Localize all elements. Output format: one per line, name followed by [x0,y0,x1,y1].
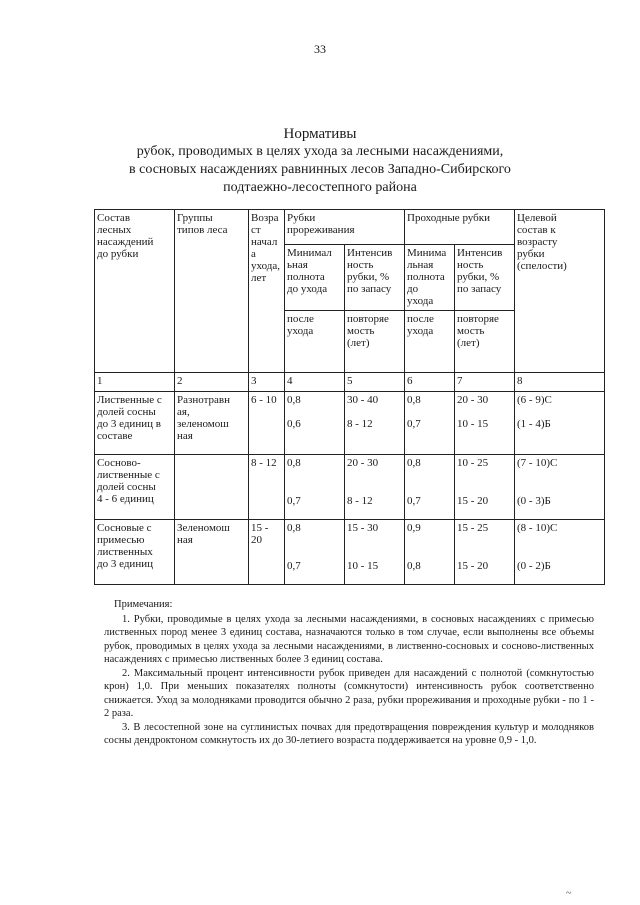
header-passing: Проходные рубки [405,210,515,245]
cell-line: до 3 единиц в [97,418,161,430]
column-number-cell: 2 [175,373,249,392]
header-line: рубки [517,248,545,260]
cell-value: 0,8 [287,394,301,406]
header-line: лет [251,272,267,284]
cell-value: (1 - 4)Б [517,418,551,430]
header-row-1 [95,210,605,245]
title-line-1: Нормативы [283,126,357,142]
cell-pass-min [405,455,455,520]
cell-value: 15 - 30 [347,522,379,534]
header-composition [95,210,175,373]
cell-value: (6 - 9)С [517,394,552,406]
cell-composition [95,392,175,455]
header-line: ьная [287,259,308,272]
column-number-cell: 8 [515,373,605,392]
cell-thin-min [285,392,345,455]
cell-line: долей сосны [97,481,156,493]
header-after-pass [405,311,455,373]
title-line-3: в сосновых насаждениях равнинных лесов Западно-Сибирского [129,162,511,177]
cell-value: 0,7 [287,560,301,572]
header-line: мость [347,325,375,338]
cell-thin-int [345,520,405,585]
cell-line: Лиственные с [97,394,162,406]
cell-pass-int [455,455,515,520]
title-line-2: рубок, проводимых в целях ухода за лесными насаждениями, [136,144,504,159]
header-line: ухода [407,295,434,308]
header-line: Целевой [517,212,557,224]
cell-line: Сосновые с [97,522,152,534]
header-line: ность [347,259,374,272]
cell-value: 0,9 [407,522,421,534]
cell-line: Разнотравн [177,394,230,406]
cell-value: 8 - 12 [347,495,373,507]
cell-line: Зеленомош [177,522,230,534]
header-line: рубки, % [457,271,500,284]
note-2: 2. Максимальный процент интенсивности рубок приведен для насаждений с полнотой (сомкнутостью крон) 1,0. При меньших показателях полноты (сомкнутости) интенсивность рубок соответственно снижается. Уход за молодняками проводится обычно 2 раза, рубки прореживания и проходные рубки - по 1 - 2 раза. [104,667,594,719]
page-number: 33 [314,42,326,56]
cell-forest-types [175,520,249,585]
cell-line: 6 - 10 [251,394,277,406]
cell-value: 0,8 [407,394,421,406]
cell-line: 4 - 6 единиц [97,493,154,505]
cell-thin-int [345,455,405,520]
cell-composition [95,520,175,585]
notes-section [104,598,594,748]
note-1: 1. Рубки, проводимые в целях ухода за лесными насаждениями, в сосновых насаждениях с примесью лиственных пород менее 3 единиц состава, назначаются только в том случае, если выполнены все объемы рубок, проводимых в целях ухода за лесными насаждениями, в лиственно-сосновых и сосново-лиственных насаждениях с примесью лиственных более 3 единиц состава. [104,613,594,665]
cell-value: 10 - 25 [457,457,489,469]
cell-line: до 3 единиц [97,558,153,570]
table-row [95,392,605,455]
corner-mark: ~ [566,888,572,899]
header-line: после [287,313,314,326]
table-row [95,520,605,585]
cell-pass-min [405,392,455,455]
header-line: Минимал [287,247,332,260]
header-line: Рубки [287,212,316,224]
cell-value: 20 - 30 [457,394,489,406]
cell-line: ная [177,430,193,442]
cell-line: 15 - [251,522,269,534]
header-target [515,210,605,373]
cell-line: лиственных [97,546,153,558]
header-line: по запасу [347,283,392,296]
header-line: ст [251,224,261,236]
header-line: насаждений [97,236,154,248]
cell-forest-types [175,455,249,520]
cell-value: 15 - 20 [457,560,489,572]
cell-line: 20 [251,534,262,546]
cell-value: 10 - 15 [347,560,379,572]
cell-value: 20 - 30 [347,457,379,469]
cell-age [249,520,285,585]
header-line: состав к [517,224,556,236]
header-line: до ухода [287,283,328,296]
cell-value: (7 - 10)С [517,457,558,469]
cell-line: составе [97,430,133,442]
header-line: Возра [251,212,279,224]
column-number-cell: 3 [249,373,285,392]
header-line: повторяе [347,313,389,326]
cell-line: зеленомош [177,418,229,430]
header-forest-types [175,210,249,373]
header-line: ухода [407,325,434,338]
table-row [95,455,605,520]
header-line: ухода, [251,260,280,272]
cell-line: долей сосны [97,406,156,418]
cell-value: 0,7 [407,495,421,507]
header-line: Состав [97,212,131,224]
header-pass-min [405,245,455,311]
cell-value: 0,8 [407,560,421,572]
header-line: полнота [407,271,445,284]
column-number-cell: 4 [285,373,345,392]
cell-target [515,392,605,455]
header-after-thin [285,311,345,373]
cell-age [249,455,285,520]
cell-value: (8 - 10)С [517,522,558,534]
cell-value: 0,8 [407,457,421,469]
header-line: лесных [97,224,132,236]
cell-pass-int [455,392,515,455]
header-line: возрасту [517,236,558,248]
column-number-cell: 7 [455,373,515,392]
cell-thin-min [285,520,345,585]
cell-value: 8 - 12 [347,418,373,430]
cell-value: 30 - 40 [347,394,379,406]
header-line: Интенсив [457,247,503,260]
header-line: (спелости) [517,260,567,272]
cell-value: 0,6 [287,418,301,430]
cell-value: 15 - 20 [457,495,489,507]
header-line: Группы [177,212,213,224]
cell-line: ная [177,534,193,546]
cell-line: Сосново- [97,457,141,469]
header-pass-int [455,245,515,311]
header-line: полнота [287,271,325,284]
notes-heading: Примечания: [114,599,173,610]
header-line: после [407,313,434,326]
cell-composition [95,455,175,520]
column-number-cell: 1 [95,373,175,392]
cell-forest-types [175,392,249,455]
cell-target [515,455,605,520]
header-line: (лет) [457,337,480,350]
title-line-4: подтаежно-лесостепного района [223,180,417,195]
cell-thin-int [345,392,405,455]
header-line: (лет) [347,337,370,350]
header-line: типов леса [177,224,228,236]
cell-value: 0,7 [407,418,421,430]
header-line: ухода [287,325,314,338]
cell-thin-min [285,455,345,520]
header-thinning [285,210,405,245]
column-number-cell: 5 [345,373,405,392]
cell-value: 0,7 [287,495,301,507]
norms-table [94,209,605,585]
cell-pass-min [405,520,455,585]
header-thin-min [285,245,345,311]
header-line: ность [457,259,484,272]
header-thin-int [345,245,405,311]
header-line: а [251,248,256,260]
cell-age [249,392,285,455]
header-repeat-thin [345,311,405,373]
header-line: Интенсив [347,247,393,260]
header-repeat-pass [455,311,515,373]
cell-pass-int [455,520,515,585]
header-line: по запасу [457,283,502,296]
cell-line: лиственные с [97,469,160,481]
cell-value: (0 - 3)Б [517,495,551,507]
header-line: льная [407,259,434,272]
header-line: до рубки [97,248,139,260]
header-line: повторяе [457,313,499,326]
column-number-row [95,373,605,392]
document-title [0,125,640,197]
header-line: начал [251,236,278,248]
header-line: до [407,283,419,296]
header-line: мость [457,325,485,338]
cell-line: ая, [177,406,190,418]
cell-line: 8 - 12 [251,457,277,469]
cell-value: 0,8 [287,457,301,469]
header-line: Минима [407,247,447,260]
cell-value: (0 - 2)Б [517,560,551,572]
cell-value: 15 - 25 [457,522,489,534]
cell-line: примесью [97,534,145,546]
header-age [249,210,285,373]
cell-target [515,520,605,585]
note-3: 3. В лесостепной зоне на суглинистых почвах для предотвращения повреждения культур и молодняков сосны дендроктоном сомкнутость их до 30-летиего возраста поддерживается на уровне 0,9 - 1,0. [104,721,594,746]
header-line: прореживания [287,224,355,236]
cell-value: 10 - 15 [457,418,489,430]
cell-value: 0,8 [287,522,301,534]
header-line: рубки, % [347,271,390,284]
column-number-cell: 6 [405,373,455,392]
